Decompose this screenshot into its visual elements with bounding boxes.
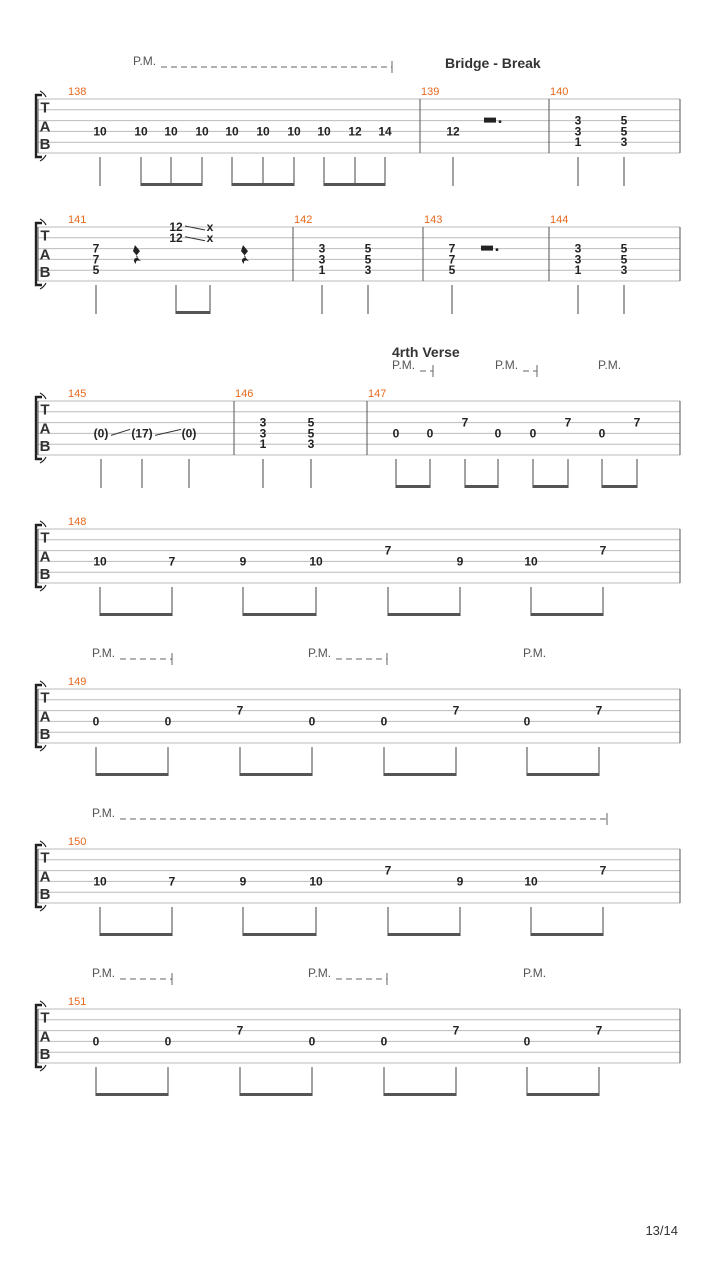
fret-number: 10 [225, 124, 239, 139]
measure-number: 138 [68, 86, 87, 98]
measure-number: 148 [68, 516, 87, 528]
page-number: 13/14 [645, 1223, 678, 1238]
quarter-rest-symbol [133, 245, 141, 264]
palm-mute-label: P.M. [308, 966, 332, 980]
note-beam [531, 933, 603, 936]
measure-number: 141 [68, 214, 87, 226]
note-beam [527, 773, 599, 776]
chord-fret-number: 5 [448, 263, 456, 278]
note-beam [96, 773, 168, 776]
dot-symbol [499, 120, 502, 123]
palm-mute-label: P.M. [133, 54, 157, 68]
fret-number: 0 [523, 714, 531, 729]
measure-number: 140 [550, 86, 569, 98]
note-beam [324, 183, 385, 186]
measure-number: 149 [68, 676, 87, 688]
chord-fret-number: 3 [318, 252, 326, 267]
fret-number: 0 [494, 426, 502, 441]
fret-number: 7 [599, 863, 607, 878]
fret-number: 10 [195, 124, 209, 139]
tab-clef-letter: T [40, 227, 50, 245]
palm-mute-label: P.M. [92, 966, 116, 980]
fret-number: (0) [181, 426, 197, 441]
palm-mute-label: P.M. [392, 358, 416, 372]
fret-number: 0 [380, 714, 388, 729]
fret-number: 7 [595, 703, 603, 718]
measure-number: 147 [368, 388, 387, 400]
chord-fret-number: 3 [620, 135, 628, 150]
dead-note-mark: x [206, 220, 214, 234]
tab-clef-letter: T [40, 1009, 50, 1027]
chord-fret-number: 5 [364, 252, 372, 267]
note-beam [176, 311, 210, 314]
tab-clef-letter: B [39, 136, 51, 154]
fret-number: 10 [309, 874, 323, 889]
half-rest-symbol [484, 118, 496, 123]
palm-mute-label: P.M. [92, 806, 116, 820]
fret-number: 9 [456, 554, 464, 569]
note-beam [243, 613, 316, 616]
note-beam [240, 1093, 312, 1096]
fret-number: (17) [131, 426, 153, 441]
fret-number: 10 [93, 554, 107, 569]
slide-line [155, 429, 181, 435]
note-beam [388, 613, 460, 616]
chord-fret-number: 3 [574, 113, 582, 128]
tab-clef-letter: A [39, 420, 51, 438]
chord-fret-number: 3 [318, 241, 326, 256]
fret-number: 12 [169, 220, 183, 234]
note-beam [388, 933, 460, 936]
fret-number: 0 [164, 714, 172, 729]
chord-fret-number: 7 [92, 252, 100, 267]
fret-number: 7 [461, 415, 469, 430]
tab-clef-letter: T [40, 401, 50, 419]
measure-number: 146 [235, 388, 254, 400]
measure-number: 151 [68, 996, 87, 1008]
section-heading: Bridge - Break [445, 55, 541, 71]
fret-number: 9 [239, 554, 247, 569]
note-beam [100, 613, 172, 616]
fret-number: 10 [309, 554, 323, 569]
note-beam [232, 183, 294, 186]
tab-clef-letter: A [39, 118, 51, 136]
chord-fret-number: 5 [364, 241, 372, 256]
dot-symbol [496, 248, 499, 251]
chord-fret-number: 5 [620, 241, 628, 256]
chord-fret-number: 5 [307, 415, 315, 430]
chord-fret-number: 1 [574, 263, 582, 278]
note-beam [396, 485, 430, 488]
chord-fret-number: 1 [574, 135, 582, 150]
tab-clef-letter: B [39, 438, 51, 456]
palm-mute-label: P.M. [92, 646, 116, 660]
palm-mute-label: P.M. [523, 966, 547, 980]
fret-number: 7 [452, 703, 460, 718]
tab-clef-letter: T [40, 689, 50, 707]
fret-number: 12 [348, 124, 362, 139]
chord-fret-number: 3 [620, 263, 628, 278]
section-heading: 4rth Verse [392, 344, 460, 360]
chord-fret-number: 1 [259, 437, 267, 452]
fret-number: 0 [380, 1034, 388, 1049]
palm-mute-label: P.M. [495, 358, 519, 372]
note-beam [465, 485, 498, 488]
fret-number: 0 [164, 1034, 172, 1049]
chord-fret-number: 3 [364, 263, 372, 278]
fret-number: 0 [392, 426, 400, 441]
measure-number: 142 [294, 214, 313, 226]
tab-clef-letter: T [40, 99, 50, 117]
fret-number: 10 [524, 554, 538, 569]
tab-clef-letter: A [39, 708, 51, 726]
fret-number: 7 [384, 543, 392, 558]
tab-clef-letter: B [39, 1046, 51, 1064]
fret-number: 10 [256, 124, 270, 139]
tab-clef-letter: A [39, 548, 51, 566]
fret-number: 10 [93, 874, 107, 889]
chord-fret-number: 7 [92, 241, 100, 256]
tab-clef-letter: B [39, 566, 51, 584]
chord-fret-number: 3 [259, 426, 267, 441]
fret-number: 7 [168, 554, 176, 569]
fret-number: 7 [452, 1023, 460, 1038]
note-beam [384, 773, 456, 776]
fret-number: 7 [564, 415, 572, 430]
note-beam [100, 933, 172, 936]
fret-number: 9 [239, 874, 247, 889]
tab-clef-letter: A [39, 868, 51, 886]
fret-number: 0 [92, 714, 100, 729]
fret-number: 0 [308, 714, 316, 729]
chord-fret-number: 3 [574, 124, 582, 139]
fret-number: 7 [599, 543, 607, 558]
palm-mute-label: P.M. [523, 646, 547, 660]
fret-number: 7 [595, 1023, 603, 1038]
chord-fret-number: 5 [92, 263, 100, 278]
slide-line [111, 429, 130, 435]
fret-number: 10 [287, 124, 301, 139]
fret-number: (0) [93, 426, 109, 441]
note-beam [531, 613, 603, 616]
fret-number: 10 [134, 124, 148, 139]
fret-number: 10 [317, 124, 331, 139]
fret-number: 9 [456, 874, 464, 889]
measure-number: 145 [68, 388, 87, 400]
note-beam [96, 1093, 168, 1096]
fret-number: 7 [633, 415, 641, 430]
quarter-rest-symbol [241, 245, 249, 264]
chord-fret-number: 3 [574, 252, 582, 267]
fret-number: 7 [236, 703, 244, 718]
tab-clef-letter: A [39, 246, 51, 264]
chord-fret-number: 3 [259, 415, 267, 430]
note-beam [240, 773, 312, 776]
chord-fret-number: 5 [307, 426, 315, 441]
chord-fret-number: 3 [307, 437, 315, 452]
fret-number: 0 [92, 1034, 100, 1049]
tab-clef-letter: A [39, 1028, 51, 1046]
dead-note-mark: x [206, 230, 214, 245]
tab-clef-letter: B [39, 886, 51, 904]
fret-number: 7 [236, 1023, 244, 1038]
tab-clef-letter: B [39, 264, 51, 282]
measure-number: 150 [68, 836, 87, 848]
fret-number: 0 [598, 426, 606, 441]
chord-fret-number: 7 [448, 252, 456, 267]
note-beam [384, 1093, 456, 1096]
fret-number: 10 [524, 874, 538, 889]
fret-number: 10 [93, 124, 107, 139]
fret-number: 0 [426, 426, 434, 441]
chord-fret-number: 7 [448, 241, 456, 256]
note-beam [533, 485, 568, 488]
fret-number: 12 [446, 124, 460, 139]
tab-clef-letter: B [39, 726, 51, 744]
fret-number: 0 [523, 1034, 531, 1049]
measure-number: 139 [421, 86, 440, 98]
chord-fret-number: 1 [318, 263, 326, 278]
palm-mute-label: P.M. [308, 646, 332, 660]
note-beam [527, 1093, 599, 1096]
chord-fret-number: 5 [620, 252, 628, 267]
tab-clef-letter: T [40, 529, 50, 547]
note-beam [141, 183, 202, 186]
chord-fret-number: 3 [574, 241, 582, 256]
measure-number: 144 [550, 214, 569, 226]
half-rest-symbol [481, 246, 493, 251]
note-beam [243, 933, 316, 936]
fret-number: 10 [164, 124, 178, 139]
chord-fret-number: 5 [620, 113, 628, 128]
fret-number: 12 [169, 230, 183, 245]
note-beam [602, 485, 637, 488]
fret-number: 7 [384, 863, 392, 878]
palm-mute-label: P.M. [598, 358, 622, 372]
chord-fret-number: 5 [620, 124, 628, 139]
fret-number: 14 [378, 124, 392, 139]
fret-number: 7 [168, 874, 176, 889]
measure-number: 143 [424, 214, 443, 226]
fret-number: 0 [529, 426, 537, 441]
tab-clef-letter: T [40, 849, 50, 867]
fret-number: 0 [308, 1034, 316, 1049]
